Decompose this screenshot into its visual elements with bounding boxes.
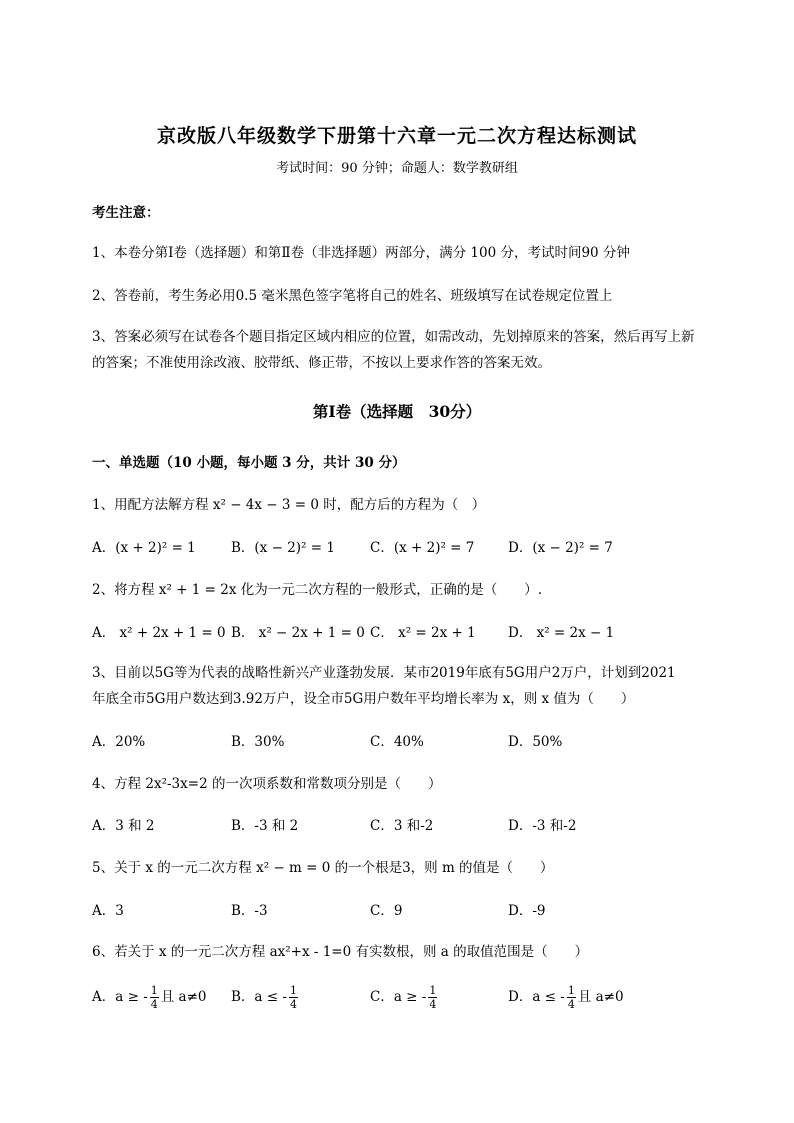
option-prefix: C．a ≥ - — [370, 989, 427, 1005]
option-prefix: D．a ≤ - — [508, 989, 565, 1005]
question-options — [92, 730, 712, 754]
option-b[interactable]: B．30% — [231, 734, 285, 750]
option-b[interactable]: B． x² − 2x + 1 = 0 — [231, 625, 365, 641]
exam-info: 考试时间：90 分钟；命题人：数学教研组 — [276, 161, 518, 176]
note-item: 3、答案必须写在试卷各个题目指定区域内相应的位置，如需改动，先划掉原来的答案，然后再写上新 — [92, 329, 695, 345]
option-d[interactable]: D．(x − 2)² = 7 — [508, 540, 613, 556]
question-options — [92, 984, 712, 1018]
option-a[interactable]: A．3 和 2 — [92, 818, 155, 834]
option-d[interactable] — [508, 984, 624, 1011]
note-item: 1、本卷分第Ⅰ卷（选择题）和第Ⅱ卷（非选择题）两部分，满分 100 分，考试时间90 分钟 — [92, 245, 630, 261]
fraction — [289, 984, 298, 1011]
question-stem: 3、目前以5G等为代表的战略性新兴产业蓬勃发展．某市2019年底有5G用户2万户，计划到2021 — [92, 665, 676, 681]
fraction-denominator: 4 — [567, 998, 575, 1011]
option-c[interactable]: C．3 和-2 — [370, 818, 434, 834]
question-options — [92, 899, 712, 923]
fraction-numerator: 1 — [289, 984, 297, 997]
fraction-numerator: 1 — [150, 984, 158, 997]
fraction — [428, 984, 437, 1011]
fraction — [150, 984, 159, 1011]
part-heading: 一、单选题（10 小题，每小题 3 分，共计 30 分） — [92, 455, 406, 471]
question-stem: 2、将方程 x² + 1 = 2x 化为一元二次方程的一般形式，正确的是（ ）. — [92, 582, 543, 598]
option-c[interactable]: C．9 — [370, 903, 403, 919]
option-a[interactable] — [92, 984, 207, 1011]
page-title: 京改版八年级数学下册第十六章一元二次方程达标测试 — [156, 125, 637, 147]
option-d[interactable]: D． x² = 2x − 1 — [508, 625, 615, 641]
question-stem: 6、若关于 x 的一元二次方程 ax²+x - 1=0 有实数根，则 a 的取值范围是（ ） — [92, 944, 589, 960]
option-d[interactable]: D．-3 和-2 — [508, 818, 577, 834]
question-stem: 4、方程 2x²-3x=2 的一次项系数和常数项分别是（ ） — [92, 776, 442, 792]
option-b[interactable]: B．-3 和 2 — [231, 818, 299, 834]
option-b[interactable]: B．(x − 2)² = 1 — [231, 540, 335, 556]
option-a[interactable]: A．20% — [92, 734, 146, 750]
note-item: 2、答卷前，考生务必用0.5 毫米黑色签字笔将自己的姓名、班级填写在试卷规定位置上 — [92, 288, 613, 304]
section-title: 第Ⅰ卷（选择题 30分） — [312, 402, 482, 421]
option-c[interactable] — [370, 984, 439, 1011]
option-c[interactable]: C．(x + 2)² = 7 — [370, 540, 475, 556]
question-options — [92, 536, 712, 560]
option-b[interactable]: B．-3 — [231, 903, 268, 919]
fraction-numerator: 1 — [567, 984, 575, 997]
option-prefix: B．a ≤ - — [231, 989, 287, 1005]
option-a[interactable]: A．3 — [92, 903, 124, 919]
question-stem: 5、关于 x 的一元二次方程 x² − m = 0 的一个根是3，则 m 的值是（ ） — [92, 860, 554, 876]
option-suffix: 且 a≠0 — [160, 989, 207, 1005]
option-c[interactable]: C． x² = 2x + 1 — [370, 625, 476, 641]
fraction — [567, 984, 576, 1011]
option-a[interactable]: A．(x + 2)² = 1 — [92, 540, 196, 556]
fraction-denominator: 4 — [150, 998, 158, 1011]
notes-heading: 考生注意： — [92, 205, 160, 221]
option-d[interactable]: D．-9 — [508, 903, 546, 919]
question-stem: 年底全市5G用户数达到3.92万户，设全市5G用户数年平均增长率为 x，则 x 值为（ ） — [92, 691, 635, 707]
option-a[interactable]: A． x² + 2x + 1 = 0 — [92, 625, 226, 641]
option-prefix: A．a ≥ - — [92, 989, 148, 1005]
fraction-numerator: 1 — [429, 984, 437, 997]
option-c[interactable]: C．40% — [370, 734, 424, 750]
note-item: 的答案；不准使用涂改液、胶带纸、修正带，不按以上要求作答的答案无效。 — [92, 355, 551, 371]
question-options — [92, 621, 712, 645]
question-options — [92, 814, 712, 838]
fraction-denominator: 4 — [429, 998, 437, 1011]
option-suffix: 且 a≠0 — [577, 989, 624, 1005]
fraction-denominator: 4 — [289, 998, 297, 1011]
option-d[interactable]: D．50% — [508, 734, 563, 750]
option-b[interactable] — [231, 984, 300, 1011]
question-stem: 1、用配方法解方程 x² − 4x − 3 = 0 时，配方后的方程为（ ） — [92, 497, 486, 513]
